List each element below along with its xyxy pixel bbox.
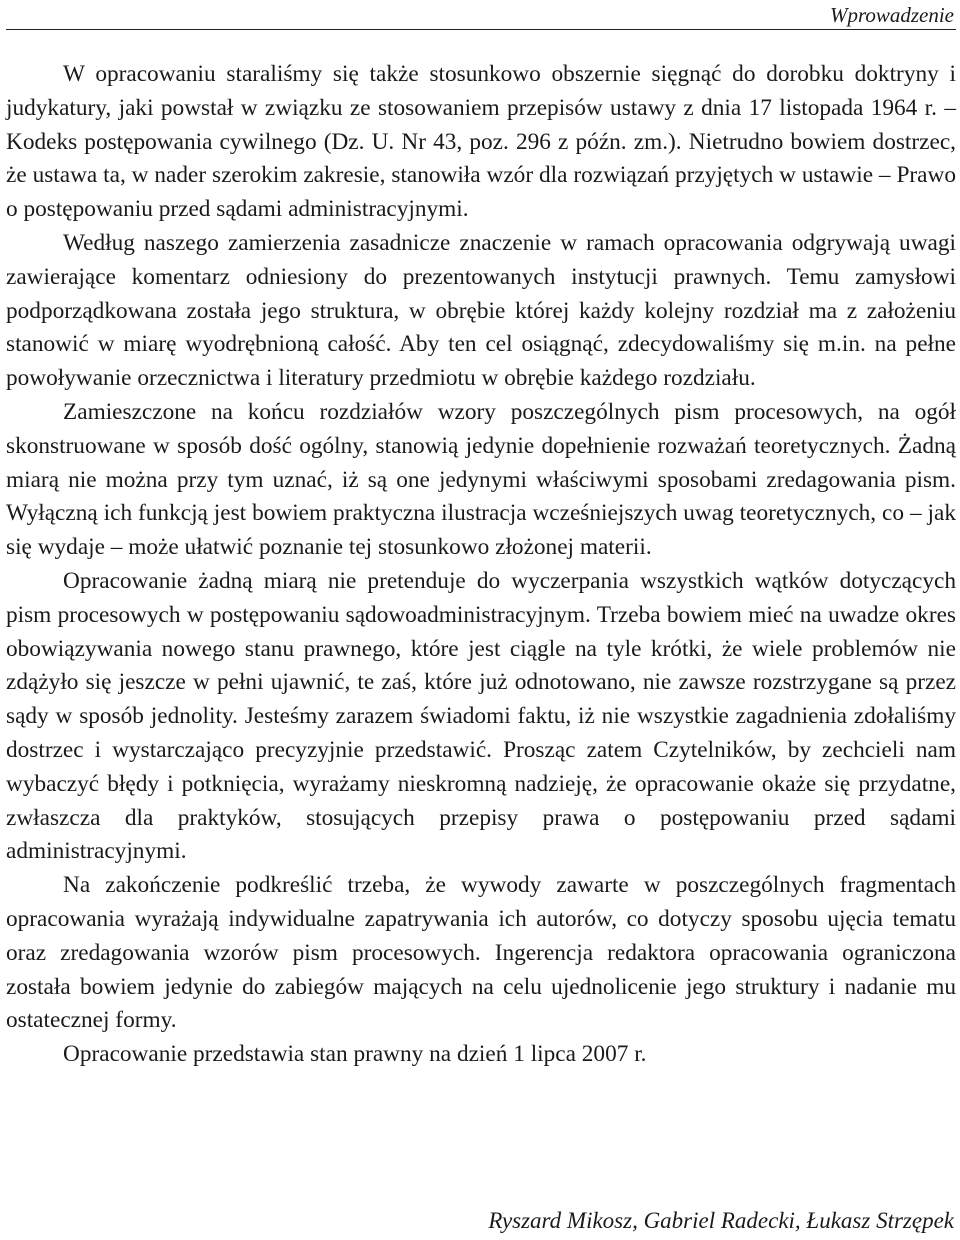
paragraph: Na zakończenie podkreślić trzeba, że wywody zawarte w poszczególnych fragmentach opracowania wyrażają indywidualne zapatrywania ich autorów, co dotyczy sposobu ujęcia tematu oraz zredagowania wzorów pism procesowych. Ingerencja redaktora opracowania ograniczona została bowiem jedynie do zabiegów mających na celu ujednolicenie jego struktury i nadanie mu ostatecznej formy. xyxy=(6,872,956,1034)
paragraph: Opracowanie żadną miarą nie pretenduje do wyczerpania wszystkich wątków dotyczących pism procesowych w postępowaniu sądowoadministracyjnym. Trzeba bowiem mieć na uwadze okres obowiązywania nowego stanu prawnego, które jest ciągle na tyle krótki, że wiele problemów nie zdążyło się jeszcze w pełni ujawnić, te zaś, które już odnotowano, nie zawsze rozstrzygane są przez sądy w sposób jednolity. Jesteśmy zarazem świadomi faktu, iż nie wszystkie zagadnienia zdołaliśmy dostrzec i wystarczająco precyzyjnie przedstawić. Prosząc zatem Czytelników, by zechcieli nam wybaczyć błędy i potknięcia, wyrażamy nieskromną nadzieję, że opracowanie okaże się przydatne, zwłaszcza dla praktyków, stosujących przepisy prawa o postępowaniu przed sądami administracyjnymi. xyxy=(6,567,956,865)
document-page xyxy=(6,0,956,1240)
paragraph: Zamieszczone na końcu rozdziałów wzory poszczególnych pism procesowych, na ogół skonstruowane w sposób dość ogólny, stanowią jedynie dopełnienie rozważań teoretycznych. Żadną miarą nie można przy tym uznać, iż są one jedynymi właściwymi sposobami zredagowania pism. Wyłączną ich funkcją jest bowiem praktyczna ilustracja wcześniejszych uwag teoretycznych, co – jak się wydaje – może ułatwić poznanie tej stosunkowo złożonej materii. xyxy=(6,398,956,561)
paragraph: Według naszego zamierzenia zasadnicze znaczenie w ramach opracowania odgrywają uwagi zawierające komentarz odniesiony do prezentowanych instytucji prawnych. Temu zamysłowi podporządkowana została jego struktura, w obrębie której każdy kolejny rozdział ma z założeniu stanowić w miarę wyodrębnioną całość. Aby ten cel osiągnąć, zdecydowaliśmy się m.in. na pełne powoływanie orzecznictwa i literatury przedmiotu w obrębie każdego rozdziału. xyxy=(6,229,956,392)
running-header: Wprowadzenie xyxy=(6,0,956,30)
paragraph: Opracowanie przedstawia stan prawny na dzień 1 lipca 2007 r. xyxy=(63,1041,647,1068)
author-signature: Ryszard Mikosz, Gabriel Radecki, Łukasz Strzępek xyxy=(488,1208,954,1233)
body-text xyxy=(6,58,956,1072)
paragraph: W opracowaniu staraliśmy się także stosunkowo obszernie sięgnąć do dorobku doktryny i judykatury, jaki powstał w związku ze stosowaniem przepisów ustawy z dnia 17 listopada 1964 r. – Kodeks postępowania cywilnego (Dz. U. Nr 43, poz. 296 z późn. zm.). Nietrudno bowiem dostrzec, że ustawa ta, w nader szerokim zakresie, stanowiła wzór dla rozwiązań przyjętych w ustawie – Prawo o postępowaniu przed sądami administracyjnymi. xyxy=(6,61,956,223)
